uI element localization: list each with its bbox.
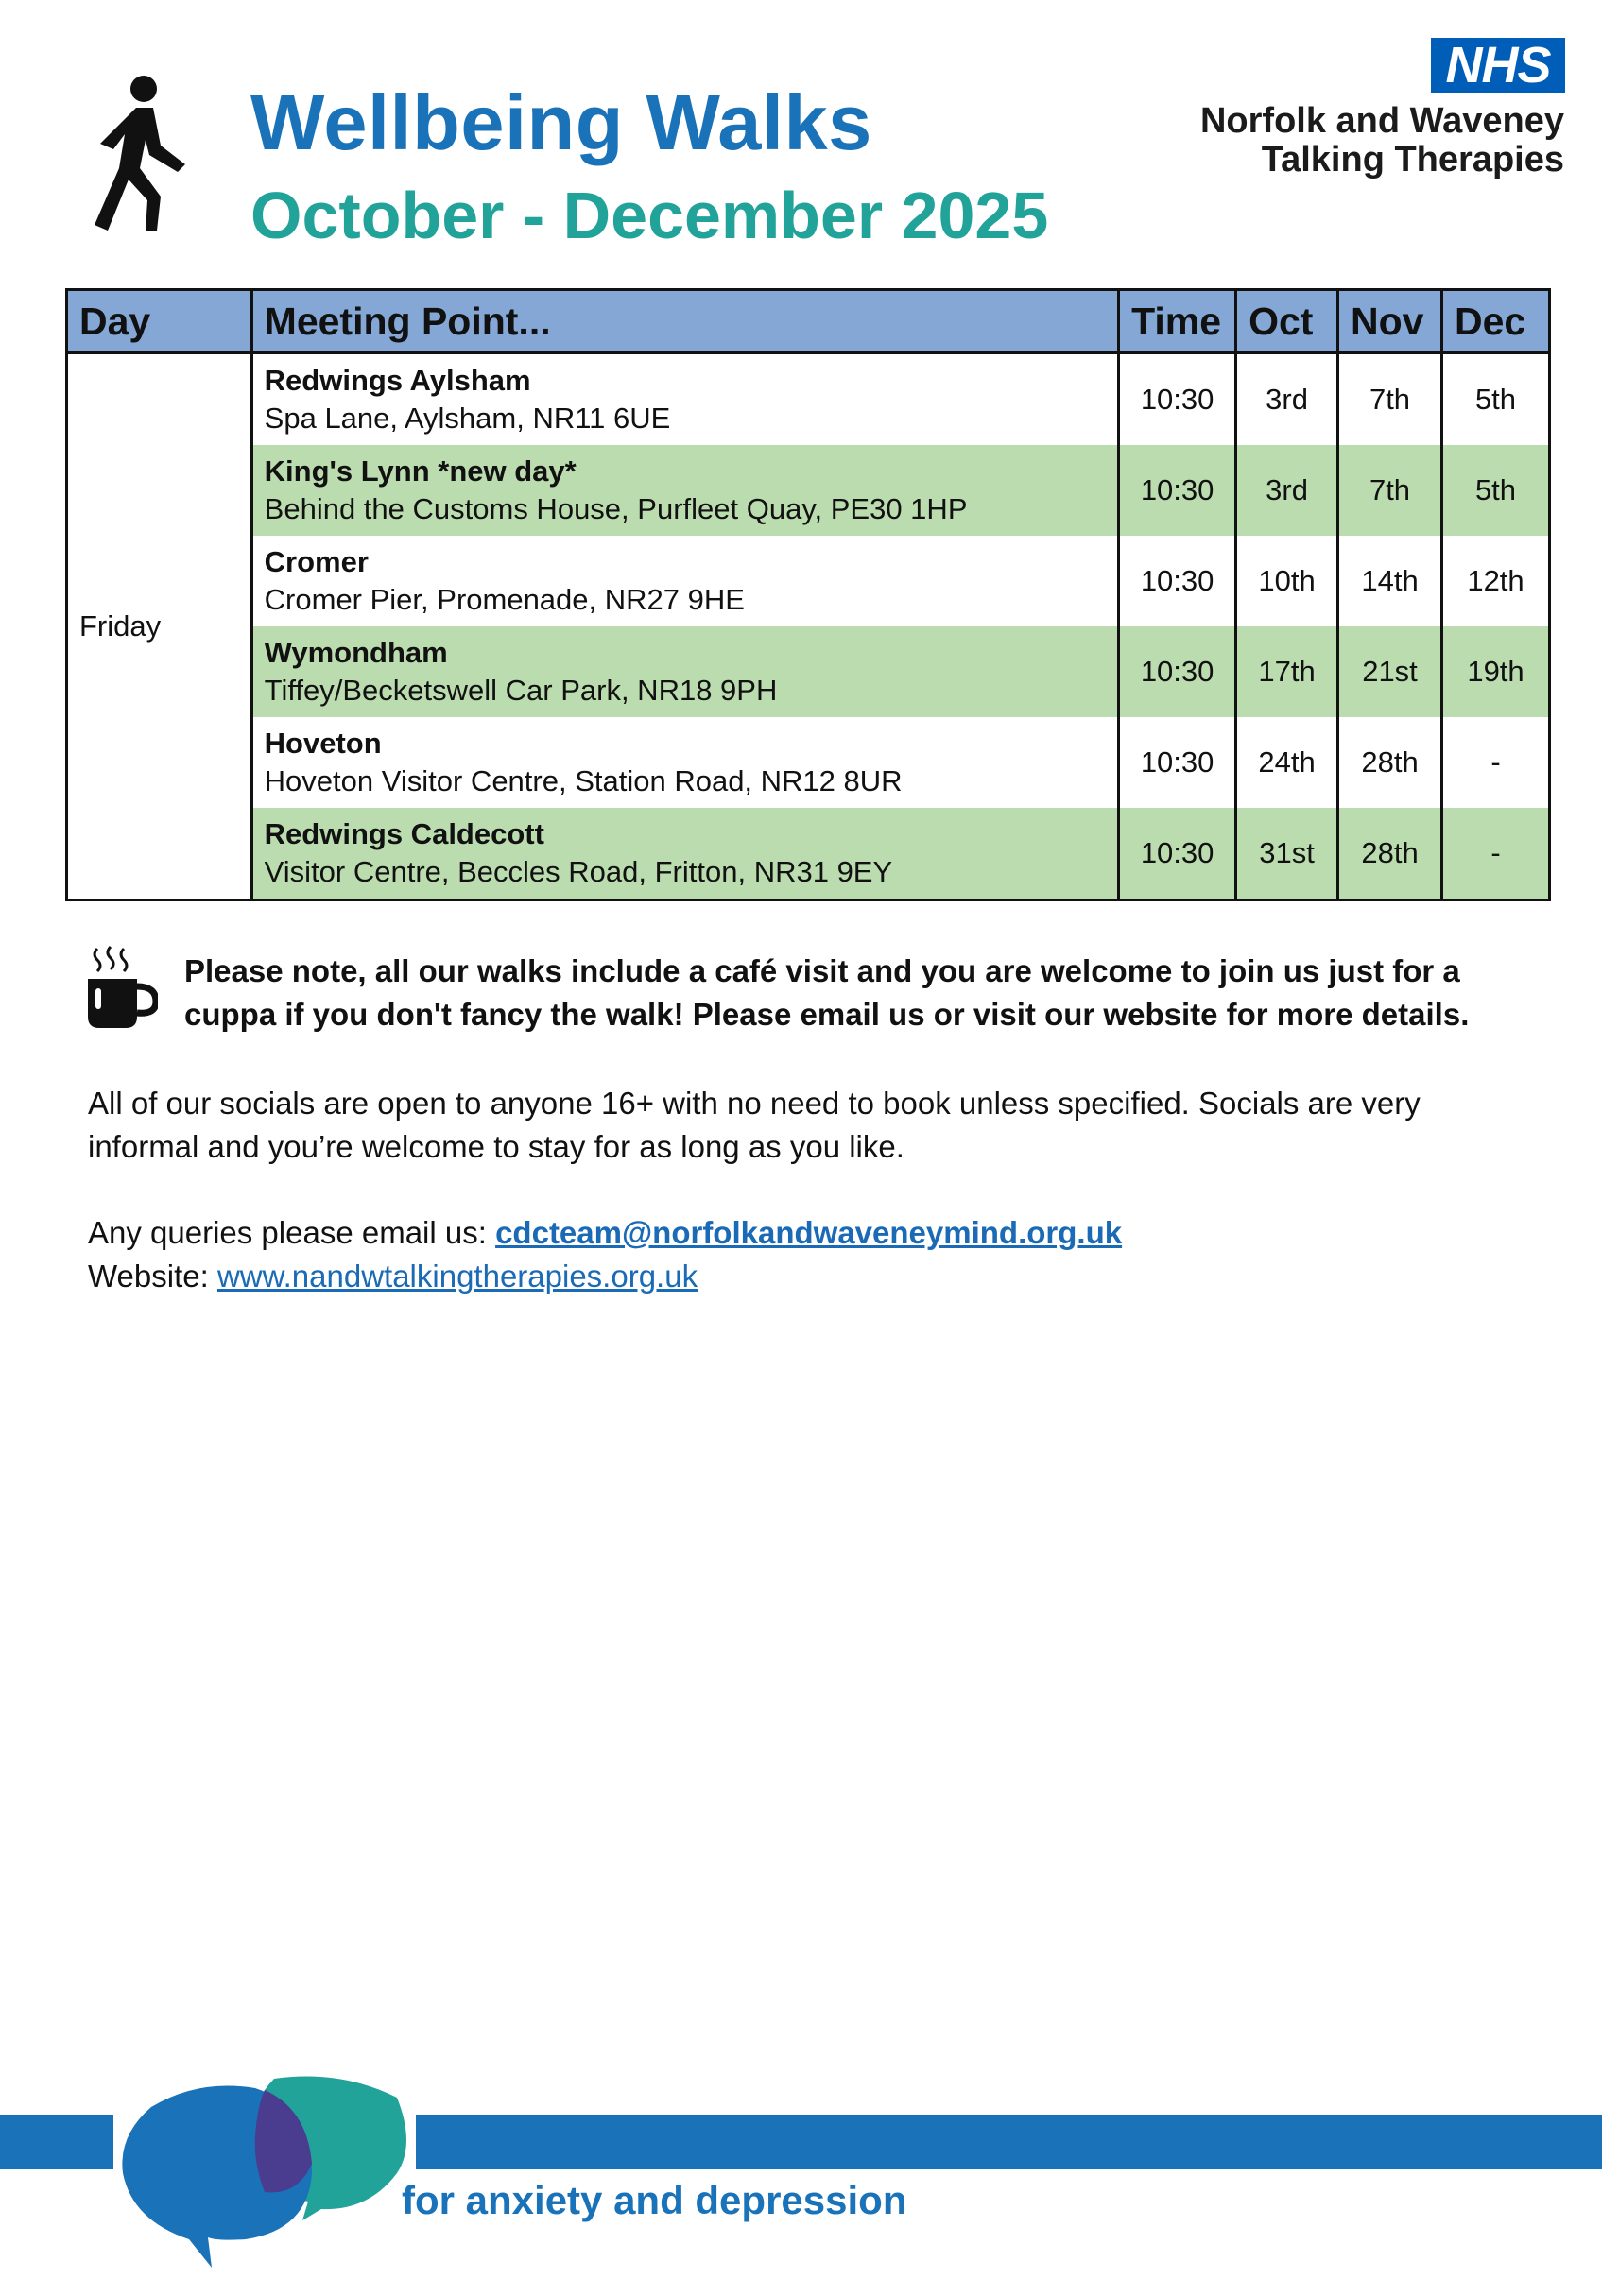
dec-cell: 5th: [1442, 445, 1550, 536]
table-row: [67, 808, 1550, 900]
col-header-dec: Dec: [1442, 290, 1550, 353]
location-name: Cromer: [264, 545, 369, 578]
page-title: Wellbeing Walks: [250, 78, 872, 166]
day-cell: Friday: [67, 353, 252, 900]
nov-cell: 21st: [1338, 626, 1442, 717]
oct-cell: 3rd: [1236, 353, 1338, 446]
time-cell: 10:30: [1119, 717, 1236, 808]
footer-tagline: for anxiety and depression: [402, 2178, 907, 2222]
table-row: [67, 353, 1550, 446]
location-name: King's Lynn *new day*: [264, 454, 577, 488]
table-row: [67, 536, 1550, 626]
queries-label: Any queries please email us:: [88, 1215, 487, 1250]
location-address: Visitor Centre, Beccles Road, Fritton, NR31 9EY: [264, 855, 893, 888]
oct-cell: 17th: [1236, 626, 1338, 717]
dec-cell: -: [1442, 717, 1550, 808]
time-cell: 10:30: [1119, 808, 1236, 900]
time-cell: 10:30: [1119, 353, 1236, 446]
meeting-point-cell: [251, 626, 1118, 717]
table-header-row: [67, 290, 1550, 353]
nov-cell: 28th: [1338, 808, 1442, 900]
time-cell: 10:30: [1119, 626, 1236, 717]
oct-cell: 31st: [1236, 808, 1338, 900]
coffee-cup-icon: [84, 945, 158, 1030]
contact-block: [88, 1211, 1524, 1298]
dec-cell: 19th: [1442, 626, 1550, 717]
location-name: Redwings Aylsham: [264, 364, 531, 397]
col-header-nov: Nov: [1338, 290, 1442, 353]
meeting-point-cell: [251, 353, 1118, 446]
cafe-note: Please note, all our walks include a café visit and you are welcome to join us just for a cuppa if you don't fancy the walk! Please email us or visit our website for more details.: [184, 953, 1470, 1032]
nov-cell: 28th: [1338, 717, 1442, 808]
table-row: [67, 626, 1550, 717]
website-link[interactable]: www.nandwtalkingtherapies.org.uk: [216, 1259, 698, 1294]
nov-cell: 7th: [1338, 445, 1442, 536]
oct-cell: 3rd: [1236, 445, 1338, 536]
dec-cell: -: [1442, 808, 1550, 900]
location-name: Hoveton: [264, 727, 382, 760]
location-address: Tiffey/Becketswell Car Park, NR18 9PH: [264, 674, 778, 707]
time-cell: 10:30: [1119, 445, 1236, 536]
page-subtitle: October - December 2025: [250, 179, 1049, 252]
time-cell: 10:30: [1119, 536, 1236, 626]
meeting-point-cell: [251, 445, 1118, 536]
email-link[interactable]: cdcteam@norfolkandwaveneymind.org.uk: [495, 1215, 1123, 1250]
location-name: Wymondham: [264, 636, 448, 669]
org-name: Norfolk and Waveney Talking Therapies: [1199, 101, 1564, 180]
walks-table: [65, 288, 1551, 901]
location-address: Cromer Pier, Promenade, NR27 9HE: [264, 583, 745, 616]
location-name: Redwings Caldecott: [264, 817, 544, 850]
table-row: [67, 717, 1550, 808]
website-label: Website:: [88, 1259, 209, 1294]
col-header-meeting-point: Meeting Point...: [251, 290, 1118, 353]
meeting-point-cell: [251, 808, 1118, 900]
dec-cell: 12th: [1442, 536, 1550, 626]
col-header-time: Time: [1119, 290, 1236, 353]
table-row: [67, 445, 1550, 536]
col-header-oct: Oct: [1236, 290, 1338, 353]
oct-cell: 24th: [1236, 717, 1338, 808]
location-address: Behind the Customs House, Purfleet Quay, PE30 1HP: [264, 492, 968, 525]
col-header-day: Day: [67, 290, 252, 353]
speech-bubbles-logo: [113, 2069, 416, 2277]
socials-paragraph: All of our socials are open to anyone 16+ with no need to book unless specified. Socials are very informal and you’re welcome to stay for as long as you like.: [88, 1086, 1421, 1164]
dec-cell: 5th: [1442, 353, 1550, 446]
location-address: Hoveton Visitor Centre, Station Road, NR12 8UR: [264, 764, 903, 797]
location-address: Spa Lane, Aylsham, NR11 6UE: [264, 402, 671, 435]
nov-cell: 14th: [1338, 536, 1442, 626]
walking-person-icon: [87, 74, 200, 234]
meeting-point-cell: [251, 717, 1118, 808]
nhs-logo: NHS: [1431, 38, 1565, 93]
oct-cell: 10th: [1236, 536, 1338, 626]
meeting-point-cell: [251, 536, 1118, 626]
nov-cell: 7th: [1338, 353, 1442, 446]
